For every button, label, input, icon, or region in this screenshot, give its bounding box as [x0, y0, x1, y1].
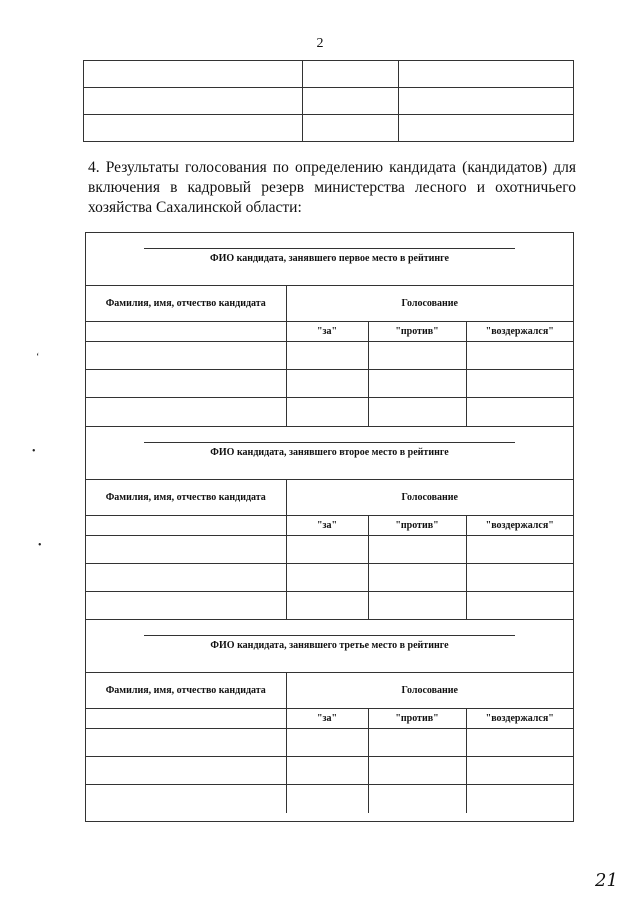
page-number: 2	[316, 36, 324, 51]
table-row	[84, 88, 574, 115]
for-column-header: "за"	[286, 322, 368, 342]
candidate-title: ФИО кандидата, занявшего первое место в рейтинге	[209, 253, 449, 264]
section-paragraph: 4. Результаты голосования по определению кандидата (кандидатов) для включения в кадровый резерв министерства лесного и охотничьего хозяйства Сахалинской области:	[88, 159, 576, 216]
scan-speck: •	[38, 540, 42, 551]
scan-speck: •	[32, 446, 36, 457]
table-row	[86, 322, 573, 342]
scan-speck: ‘	[36, 352, 40, 363]
table-row	[86, 729, 573, 757]
table-row	[86, 709, 573, 729]
handwritten-page-number: 21	[595, 870, 618, 891]
table-row	[86, 563, 573, 591]
table-row	[86, 479, 573, 515]
abstained-column-header: "воздержался"	[466, 515, 573, 535]
abstained-column-header: "воздержался"	[466, 709, 573, 729]
candidate-header	[86, 233, 573, 285]
name-entry-line	[144, 635, 515, 636]
abstained-column-header: "воздержался"	[466, 322, 573, 342]
table-row	[86, 286, 573, 322]
for-column-header: "за"	[286, 709, 368, 729]
name-entry-line	[144, 442, 515, 443]
voting-table	[86, 479, 573, 620]
candidate-block-third	[86, 620, 573, 813]
table-row	[86, 785, 573, 813]
voting-column-header: Голосование	[286, 286, 573, 322]
table-row	[86, 370, 573, 398]
candidate-block-first	[86, 233, 573, 427]
against-column-header: "против"	[368, 515, 466, 535]
table-row	[84, 115, 574, 142]
voting-table	[86, 672, 573, 813]
candidate-title: ФИО кандидата, занявшего второе место в рейтинге	[210, 446, 449, 458]
voting-column-header: Голосование	[286, 673, 573, 709]
table-row	[84, 61, 574, 88]
table-row	[86, 515, 573, 535]
table-row	[86, 591, 573, 619]
voting-column-header: Голосование	[286, 479, 573, 515]
name-entry-line	[144, 248, 515, 249]
against-column-header: "против"	[368, 322, 466, 342]
name-column-header: Фамилия, имя, отчество кандидата	[86, 673, 286, 709]
against-column-header: "против"	[368, 709, 466, 729]
voting-table	[86, 285, 573, 426]
previous-table-continuation	[83, 60, 574, 142]
candidate-block-second	[86, 427, 573, 621]
candidate-title: ФИО кандидата, занявшего третье место в рейтинге	[210, 640, 449, 651]
voting-results-form	[85, 232, 574, 822]
table-row	[86, 757, 573, 785]
table-row	[86, 398, 573, 426]
name-column-header: Фамилия, имя, отчество кандидата	[86, 479, 286, 515]
table-row	[86, 535, 573, 563]
for-column-header: "за"	[286, 515, 368, 535]
name-column-header: Фамилия, имя, отчество кандидата	[86, 286, 286, 322]
candidate-header	[86, 427, 573, 479]
candidate-header	[86, 620, 573, 672]
table-row	[86, 342, 573, 370]
table-row	[86, 673, 573, 709]
